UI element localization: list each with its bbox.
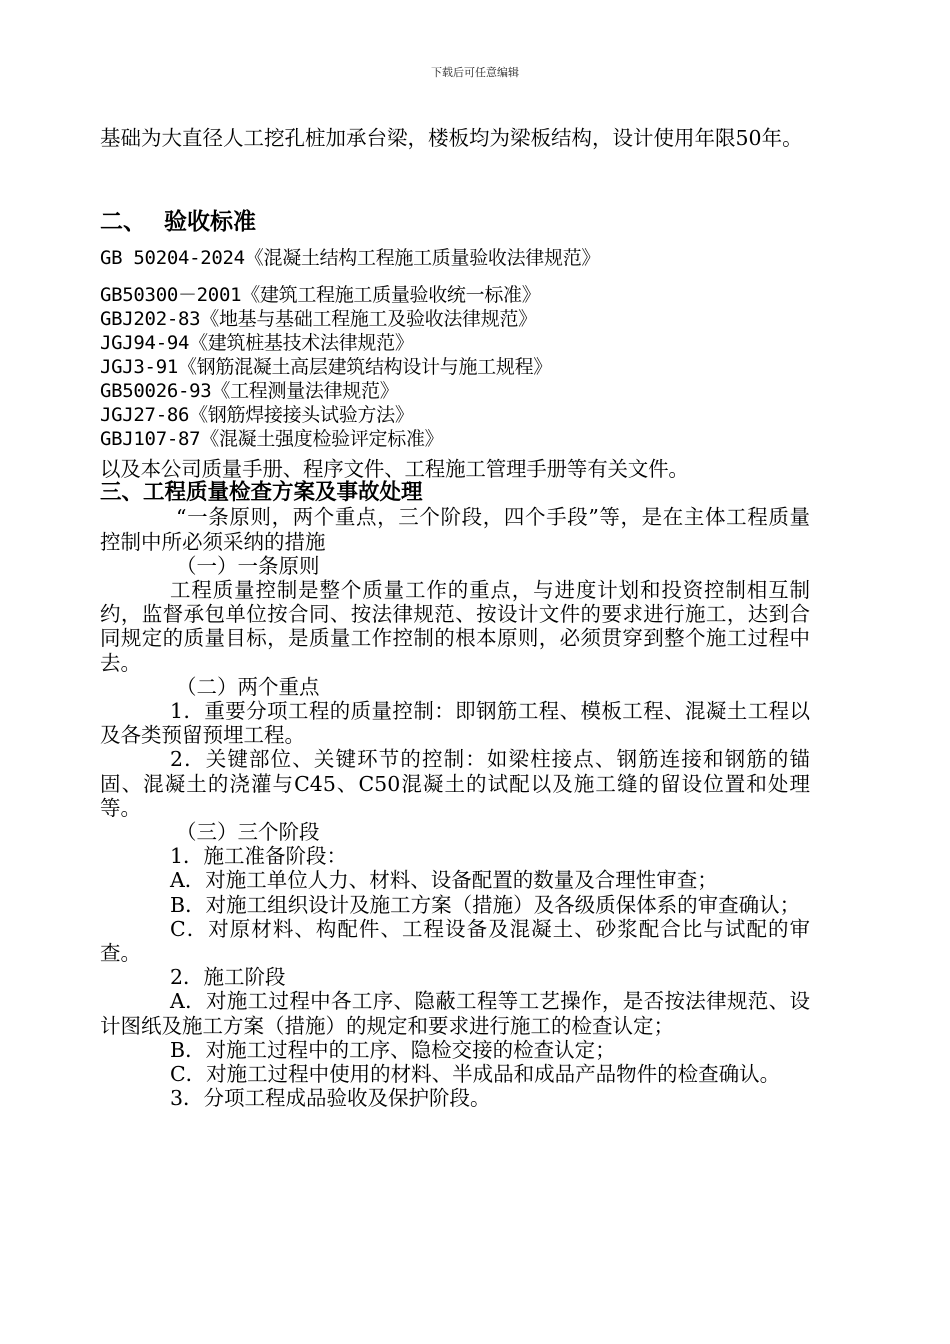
focus-item: 2．关键部位、关键环节的控制：如梁柱接点、钢筋连接和钢筋的锚固、混凝土的浇灌与C45、C50混凝土的试配以及施工缝的留设位置和处理等。 xyxy=(100,747,810,820)
focus-heading: （二）两个重点 xyxy=(176,674,320,699)
standard-item: GBJ202-83《地基与基础工程施工及验收法律规范》 xyxy=(100,308,537,330)
standard-item: JGJ94-94《建筑桩基技术法律规范》 xyxy=(100,332,414,354)
standards-closing: 以及本公司质量手册、程序文件、工程施工管理手册等有关文件。 xyxy=(100,457,689,481)
stage-2-item: C．对施工过程中使用的材料、半成品和成品产品物件的检查确认。 xyxy=(170,1062,781,1087)
stage-3-title: 3．分项工程成品验收及保护阶段。 xyxy=(170,1086,491,1111)
stage-2-item: B．对施工过程中的工序、隐检交接的检查认定； xyxy=(170,1037,616,1062)
page-header-note: 下载后可任意编辑 xyxy=(431,66,519,79)
focus-item: 1．重要分项工程的质量控制：即钢筋工程、模板工程、混凝土工程以及各类预留预埋工程。 xyxy=(100,699,810,748)
section-2-heading xyxy=(100,207,810,237)
intro-paragraph: 基础为大直径人工挖孔桩加承台梁，楼板均为梁板结构，设计使用年限50年。 xyxy=(100,126,803,150)
standard-item: GB50300－2001《建筑工程施工质量验收统一标准》 xyxy=(100,284,541,306)
standard-item: GBJ107-87《混凝土强度检验评定标准》 xyxy=(100,428,444,450)
standard-item: GB 50204-2024《混凝土结构工程施工质量验收法律规范》 xyxy=(100,247,601,269)
stages-heading: （三）三个阶段 xyxy=(176,820,320,845)
standard-item: JGJ27-86《钢筋焊接接头试验方法》 xyxy=(100,404,414,426)
section-3-heading: 三、工程质量检查方案及事故处理 xyxy=(100,480,423,506)
stage-1-item: C．对原材料、构配件、工程设备及混凝土、砂浆配合比与试配的审查。 xyxy=(100,916,810,966)
stage-1-item: B．对施工组织设计及施工方案（措施）及各级质保体系的审查确认； xyxy=(170,892,801,917)
stage-2-title: 2．施工阶段 xyxy=(170,965,286,990)
stage-1-title: 1．施工准备阶段： xyxy=(170,844,348,869)
section-3-body xyxy=(100,457,810,1110)
standard-item: GB50026-93《工程测量法律规范》 xyxy=(100,380,399,402)
stage-1-item: A．对施工单位人力、材料、设备配置的数量及合理性审查； xyxy=(170,868,718,893)
section-2-number: 二、 xyxy=(100,208,146,235)
principle-heading: （一）一条原则 xyxy=(176,553,320,578)
stage-2-item: A．对施工过程中各工序、隐蔽工程等工艺操作，是否按法律规范、设计图纸及施工方案（措施）的规定和要求进行施工的检查认定； xyxy=(100,989,810,1038)
section-2-title: 验收标准 xyxy=(164,208,256,235)
standards-list xyxy=(100,246,810,451)
principle-text: 工程质量控制是整个质量工作的重点，与进度计划和投资控制相互制约，监督承包单位按合同、按法律规范、按设计文件的要求进行施工，达到合同规定的质量目标，是质量工作控制的根本原则，必须贯穿到整个施工过程中去。 xyxy=(100,578,810,675)
section-3-lead: “一条原则，两个重点，三个阶段，四个手段”等，是在主体工程质量控制中所必须采纳的措施 xyxy=(100,505,810,554)
standard-item: JGJ3-91《钢筋混凝土高层建筑结构设计与施工规程》 xyxy=(100,356,552,378)
